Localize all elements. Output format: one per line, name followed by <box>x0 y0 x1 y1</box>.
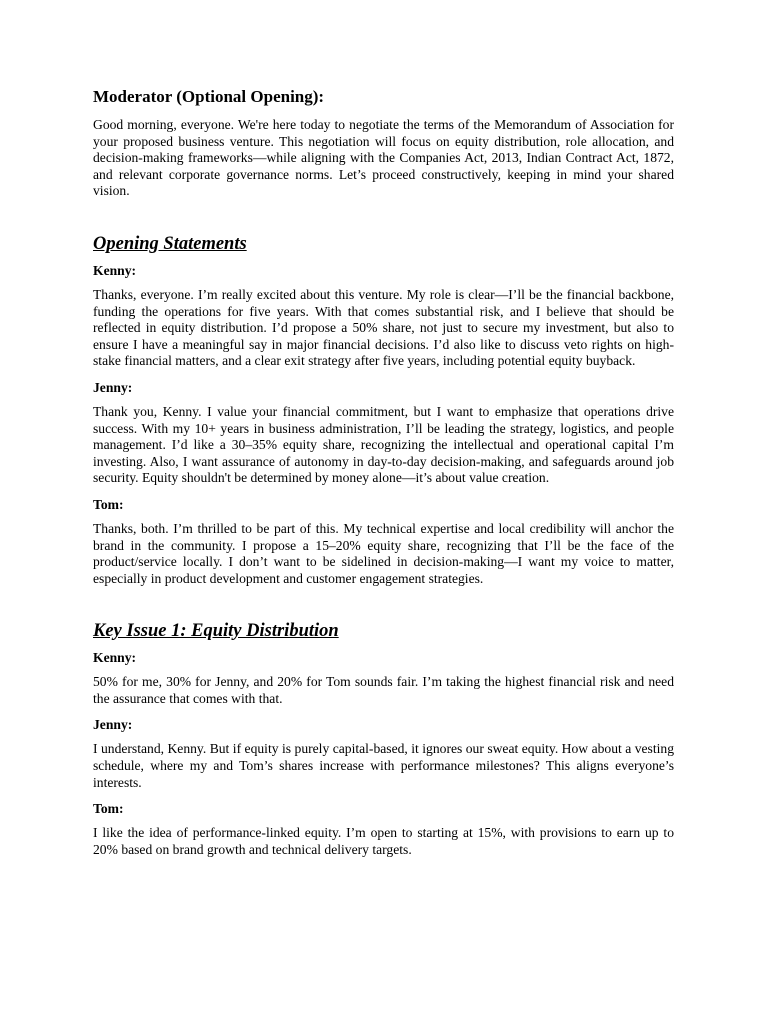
moderator-paragraph: Good morning, everyone. We're here today to negotiate the terms of the Memorandum of Association for your proposed business venture. This negotiation will focus on equity distribution, role allocation, and decision-making frameworks—while aligning with the Companies Act, 2013, Indian Contract Act, 1872, and relevant corporate governance norms. Let’s proceed constructively, keeping in mind your shared vision. <box>93 117 674 199</box>
speaker-name: Tom: <box>93 801 124 817</box>
section-heading-opening-statements: Opening Statements <box>93 233 247 254</box>
speaker-name: Tom: <box>93 496 124 512</box>
speaker-name: Kenny: <box>93 650 137 666</box>
speech-paragraph: Thanks, everyone. I’m really excited about this venture. My role is clear—I’ll be the financial backbone, funding the operations for five years. With that comes substantial risk, and I believe that should be reflected in equity distribution. I’d propose a 50% share, not just to secure my investment, but also to ensure I have a meaningful say in major financial decisions. I’d also like to discuss veto rights on high-stake financial matters, and a clear exit strategy after five years, including potential equity buyback. <box>93 286 674 369</box>
section-heading-equity-distribution: Key Issue 1: Equity Distribution <box>93 621 339 642</box>
speech-paragraph: I like the idea of performance-linked equity. I’m open to starting at 15%, with provisions to earn up to 20% based on brand growth and technical delivery targets. <box>93 825 674 857</box>
document-page <box>93 87 674 858</box>
speech-paragraph: Thanks, both. I’m thrilled to be part of this. My technical expertise and local credibility will anchor the brand in the community. I propose a 15–20% equity share, recognizing that I’ll be the face of the product/service locally. I don’t want to be sidelined in decision-making—I want my voice to matter, especially in product development and customer engagement strategies. <box>93 520 674 586</box>
speaker-name: Kenny: <box>93 262 137 278</box>
speech-paragraph: I understand, Kenny. But if equity is purely capital-based, it ignores our sweat equity. How about a vesting schedule, where my and Tom’s shares increase with performance milestones? This aligns everyone’s interests. <box>93 741 674 790</box>
speaker-name: Jenny: <box>93 717 133 733</box>
speaker-name: Jenny: <box>93 379 133 395</box>
speech-paragraph: 50% for me, 30% for Jenny, and 20% for Tom sounds fair. I’m taking the highest financial risk and need the assurance that comes with that. <box>93 674 674 706</box>
speech-paragraph: Thank you, Kenny. I value your financial commitment, but I want to emphasize that operations drive success. With my 10+ years in business administration, I’ll be leading the strategy, logistics, and people management. I’d like a 30–35% equity share, recognizing the intellectual and operational capital I’m investing. Also, I want assurance of autonomy in day-to-day decision-making, and safeguards around job security. Equity shouldn't be determined by money alone—it’s about value creation. <box>93 403 674 486</box>
moderator-title: Moderator (Optional Opening): <box>93 87 325 106</box>
